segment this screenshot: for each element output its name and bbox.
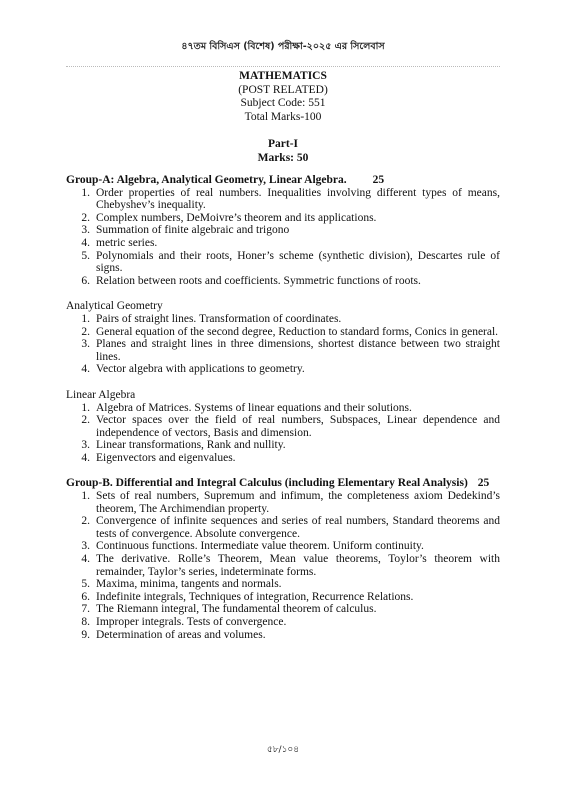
- part-block: [0, 138, 566, 165]
- list-item: 2. Vector spaces over the field of real numbers, Subspaces, Linear dependence and independence of vectors, Basis and dimension.: [81, 414, 500, 439]
- page-header: ৪৭তম বিসিএস (বিশেষ) পরীক্ষা-২০২৫ এর সিলেবাস: [181, 41, 385, 52]
- list-item: 5. Polynomials and their roots, Honer’s scheme (synthetic division), Descartes rule of signs.: [81, 249, 500, 275]
- analytical-geometry-heading: Analytical Geometry: [66, 300, 163, 313]
- list-item: 4. metric series.: [81, 236, 158, 249]
- part-title: Part-I: [267, 138, 298, 150]
- list-item: 4. The derivative. Rolle’s Theorem, Mean value theorems, Toylor’s theorem with remainder, Taylor’s series, indeterminate forms.: [81, 553, 500, 578]
- list-item: 9. Determination of areas and volumes.: [81, 628, 266, 641]
- list-item: 1. Order properties of real numbers. Inequalities involving different types of means, Chebyshev’s inequality.: [81, 186, 500, 212]
- group-b-heading: [66, 477, 500, 490]
- group-a-list: [66, 187, 500, 288]
- list-item: 2. Convergence of infinite sequences and series of real numbers, Standard theorems and tests of convergence. Absolute convergence.: [81, 515, 500, 540]
- subject-category: (POST RELATED): [238, 83, 328, 96]
- page-number: ৫৮/১০৪: [266, 745, 300, 755]
- group-a-marks: 25: [372, 174, 385, 186]
- list-item: 7. The Riemann integral, The fundamental theorem of calculus.: [81, 603, 377, 616]
- list-item: 5. Maxima, minima, tangents and normals.: [81, 578, 282, 591]
- total-marks: Total Marks-100: [244, 110, 322, 123]
- list-item: 4. Eigenvectors and eigenvalues.: [81, 451, 236, 464]
- list-item: 4. Vector algebra with applications to geometry.: [81, 363, 305, 376]
- list-item: 1. Sets of real numbers, Supremum and infimum, the completeness axiom Dedekind’s theorem, The Archimendian property.: [81, 490, 500, 515]
- group-b-title: Group-B. Differential and Integral Calculus (including Elementary Real Analysis): [66, 477, 468, 490]
- list-item: 3. Linear transformations, Rank and nullity.: [81, 439, 286, 452]
- list-item: 6. Relation between roots and coefficients. Symmetric functions of roots.: [81, 274, 421, 287]
- list-item: 3. Continuous functions. Intermediate value theorem. Uniform continuity.: [81, 540, 424, 553]
- list-item: 2. General equation of the second degree, Reduction to standard forms, Conics in general.: [81, 325, 499, 338]
- subject-title: MATHEMATICS: [239, 70, 327, 82]
- subject-code: Subject Code: 551: [240, 97, 326, 109]
- header-divider: [66, 66, 500, 67]
- part-marks: Marks: 50: [257, 151, 309, 164]
- title-block: [0, 70, 566, 124]
- list-item: 8. Improper integrals. Tests of convergence.: [81, 616, 287, 628]
- group-a-heading: [66, 174, 500, 187]
- list-item: 3. Summation of finite algebraic and trigono: [81, 224, 290, 237]
- analytical-geometry-list: [66, 313, 500, 376]
- group-b-marks: 25: [477, 477, 490, 490]
- list-item: 2. Complex numbers, DeMoivre’s theorem and its applications.: [81, 211, 377, 224]
- list-item: 1. Pairs of straight lines. Transformation of coordinates.: [81, 312, 342, 325]
- linear-algebra-list: [66, 402, 500, 465]
- list-item: 6. Indefinite integrals, Techniques of integration, Recurrence Relations.: [81, 590, 414, 603]
- syllabus-content: [66, 174, 500, 641]
- list-item: 3. Planes and straight lines in three dimensions, shortest distance between two straight lines.: [81, 338, 500, 363]
- list-item: 1. Algebra of Matrices. Systems of linear equations and their solutions.: [81, 401, 412, 414]
- group-a-title: Group-A: Algebra, Analytical Geometry, Linear Algebra.: [66, 174, 347, 186]
- group-b-list: [66, 490, 500, 641]
- linear-algebra-heading: Linear Algebra: [66, 388, 136, 401]
